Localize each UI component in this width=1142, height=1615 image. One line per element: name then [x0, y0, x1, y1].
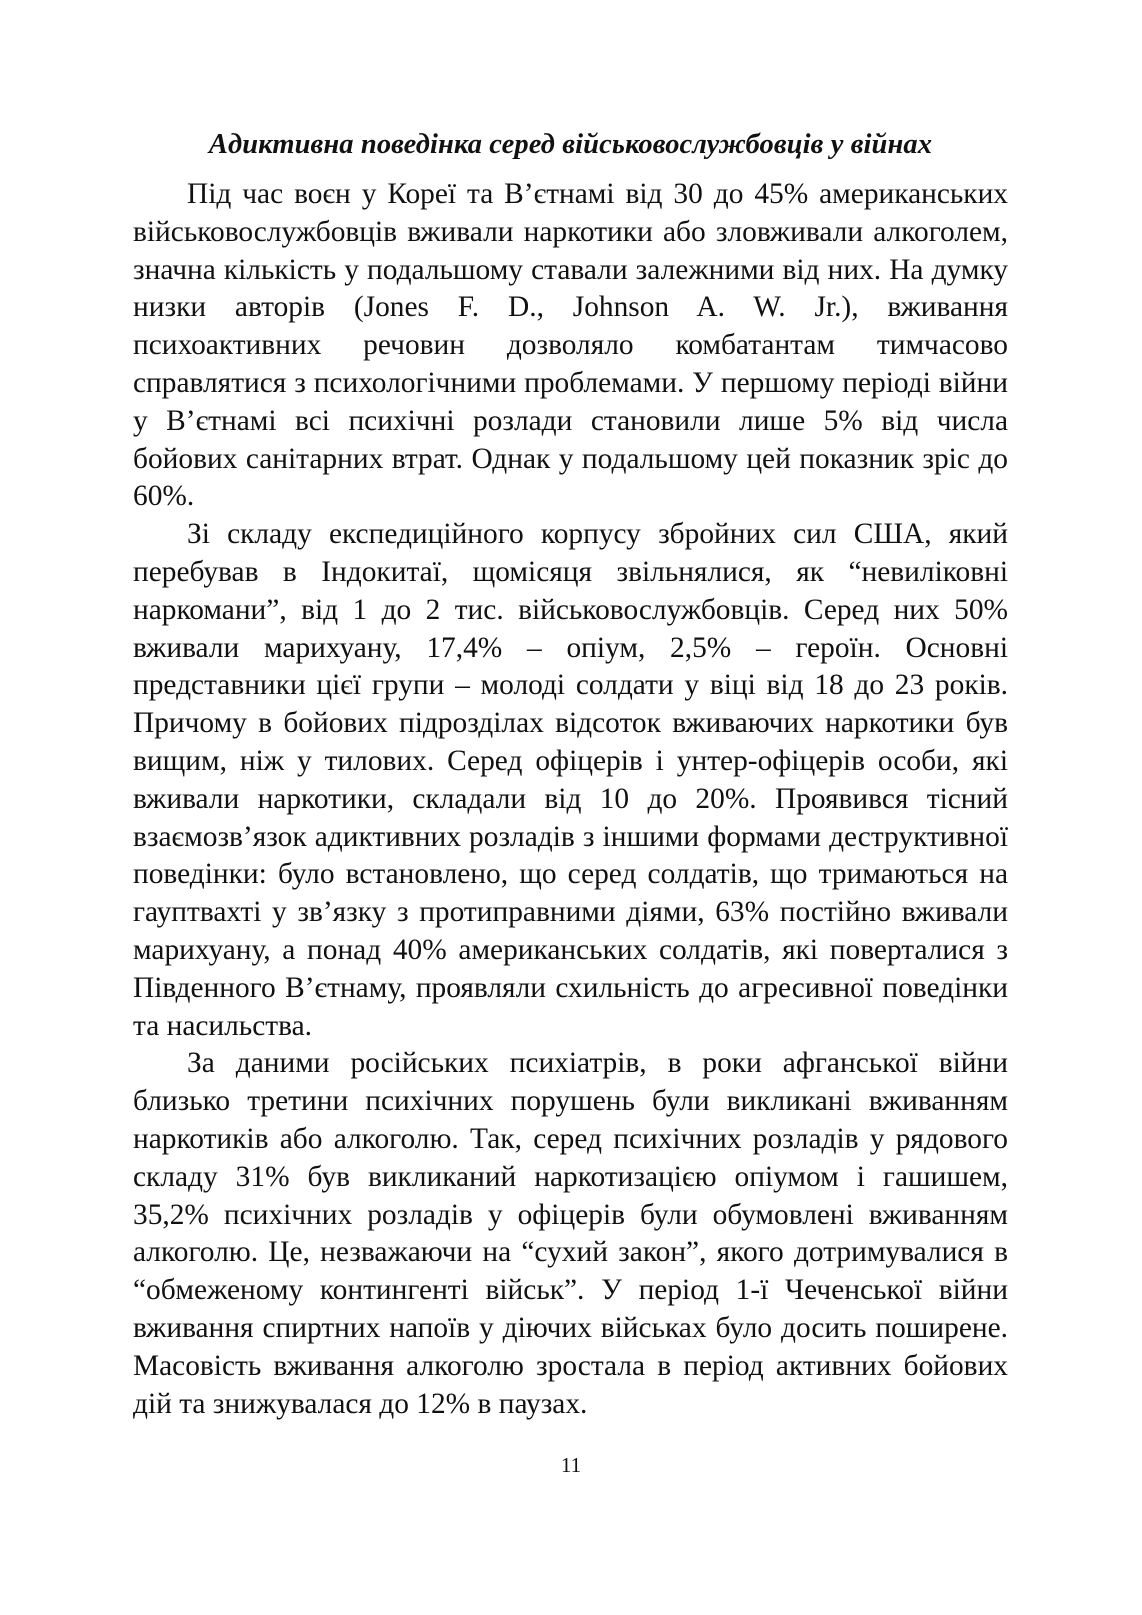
page-content — [133, 128, 1008, 1423]
paragraph-2: Зі складу експедиційного корпусу збройних сил США, який перебував в Індокитаї, щомісяця звільнялися, як “невиліковні наркомани”, від 1 до 2 тис. військовослужбовців. Серед них 50% вживали марихуану, 17,4% – опіум, 2,5% – героїн. Основні представники цієї групи – молоді солдати у віці від 18 до 23 років. Причому в бойових підрозділах відсоток вживаючих наркотики був вищим, ніж у тилових. Серед офіцерів і унтер-офіцерів особи, які вживали наркотики, складали від 10 до 20%. Проявився тісний взаємозв’язок адиктивних розладів з іншими формами деструктивної поведінки: було встановлено, що серед солдатів, що тримаються на гауптвахті у зв’язку з протиправними діями, 63% постійно вживали марихуану, а понад 40% американських солдатів, які поверталися з Південного В’єтнаму, проявляли схильність до агресивної поведінки та насильства. — [133, 518, 1008, 1042]
section-title: Адиктивна поведінка серед військовослужбовців у війнах — [208, 129, 933, 160]
paragraph-3: За даними російських психіатрів, в роки афганської війни близько третини психічних порушень були викликані вживанням наркотиків або алкоголю. Так, серед психічних розладів у рядового складу 31% був викликаний наркотизацією опіумом і гашишем, 35,2% психічних розладів у офіцерів були обумовлені вживанням алкоголю. Це, незважаючи на “сухий закон”, якого дотримувалися в “обмеженому контингенті військ”. У період 1-ї Чеченської війни вживання спиртних напоїв у діючих військах було досить поширене. Масовість вживання алкоголю зростала в період активних бойових дій та знижувалася до 12% в паузах. — [133, 1047, 1008, 1420]
page-number: 11 — [560, 1453, 582, 1477]
paragraph-1: Під час воєн у Кореї та В’єтнамі від 30 до 45% американських військовослужбовців вживали наркотики або зловживали алкоголем, значна кількість у подальшому ставали залежними від них. На думку низки авторів (Jones F. D., Johnson A. W. Jr.), вживання психоактивних речовин дозволяло комбатантам тимчасово справлятися з психологічними проблемами. У першому періоді війни у В’єтнамі всі психічні розлади становили лише 5% від числа бойових санітарних втрат. Однак у подальшому цей показник зріс до 60%. — [133, 178, 1008, 513]
